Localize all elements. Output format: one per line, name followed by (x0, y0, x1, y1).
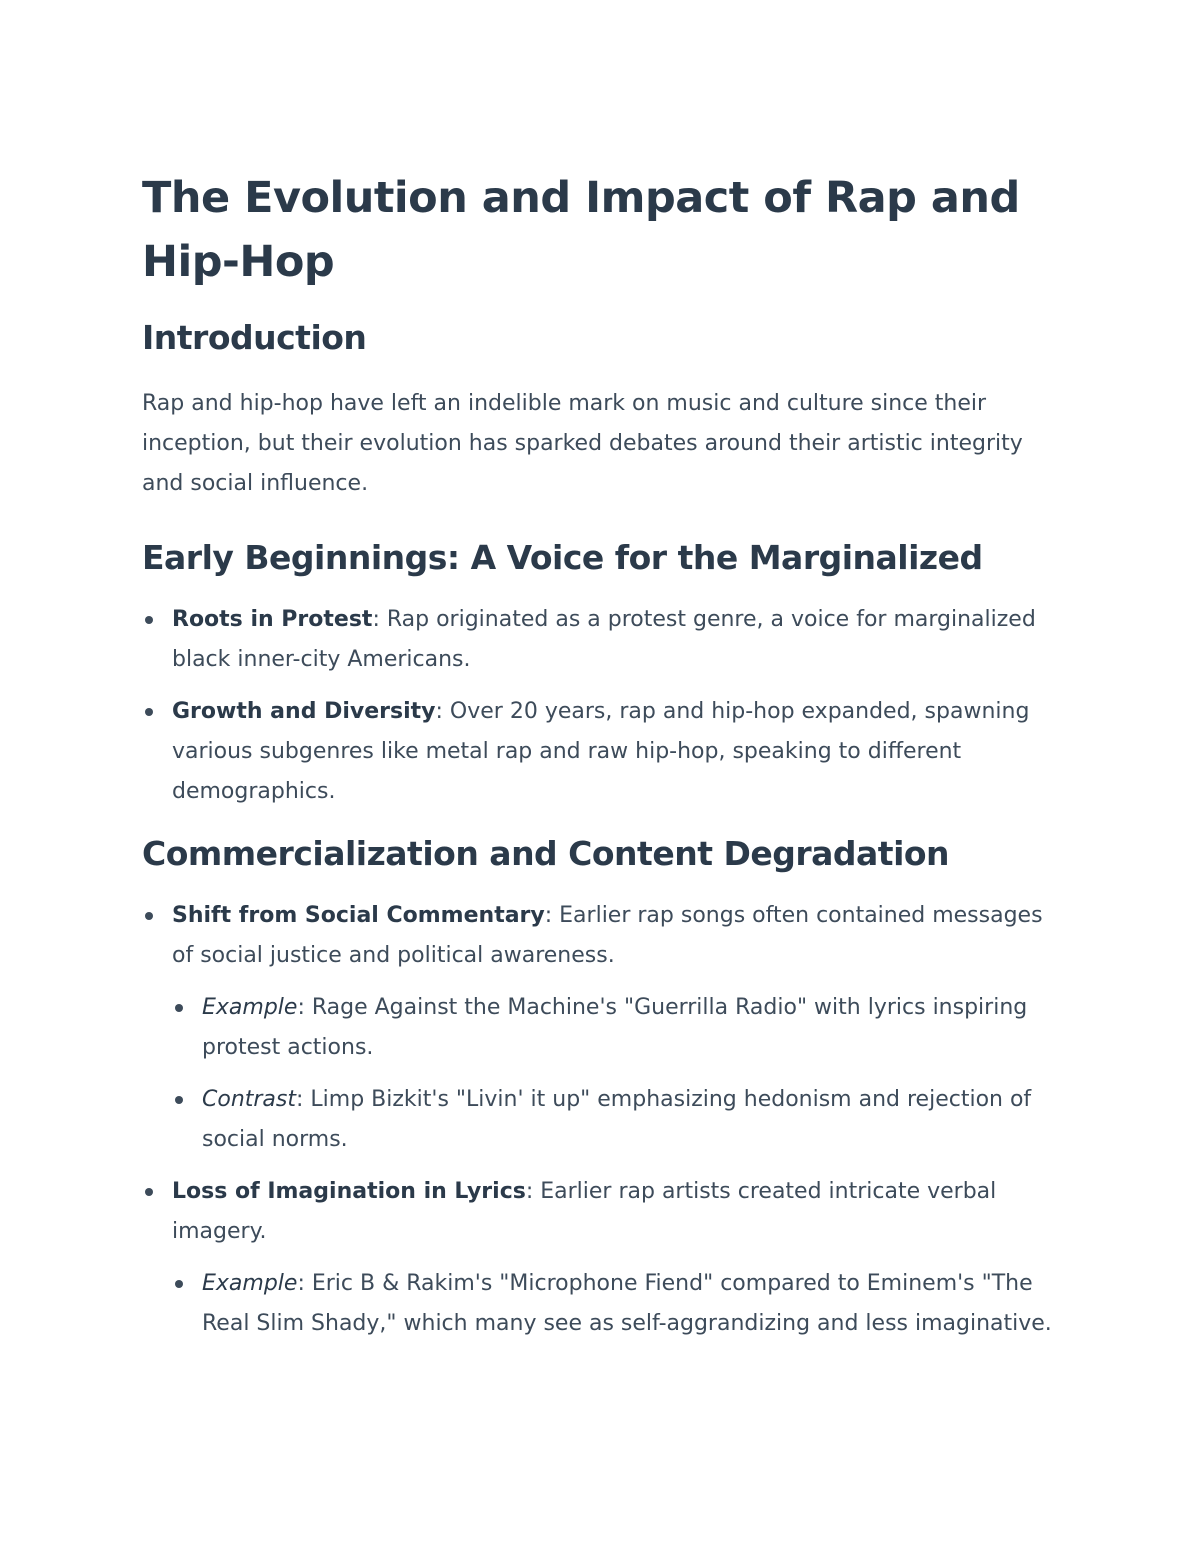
early-beginnings-list (142, 600, 1062, 812)
section-heading-early-beginnings: Early Beginnings: A Voice for the Marginalized (142, 538, 983, 577)
list-item-text: : Earlier rap artists created intricate verbal imagery. (172, 1179, 997, 1244)
list-item-text: : Over 20 years, rap and hip-hop expanded, spawning various subgenres like metal rap and raw hip-hop, speaking to different demographics. (172, 699, 1030, 804)
sub-list-item-text: : Eric B & Rakim's "Microphone Fiend" compared to Eminem's "The Real Slim Shady," which many see as self-aggrandizing and less imaginative. (202, 1271, 1052, 1336)
page-title: The Evolution and Impact of Rap and Hip-Hop (142, 173, 1020, 287)
sub-list-item-lead: Example (202, 1271, 298, 1296)
section-heading-introduction: Introduction (142, 318, 367, 357)
list-item-lead: Roots in Protest (172, 607, 373, 632)
sub-list-item-text: : Limp Bizkit's "Livin' it up" emphasizing hedonism and rejection of social norms. (202, 1087, 1032, 1152)
commercialization-list (142, 896, 1062, 1344)
list-item-lead: Loss of Imagination in Lyrics (172, 1179, 526, 1204)
sub-list-item (172, 1264, 1062, 1344)
sub-list-item (172, 1080, 1062, 1160)
section-heading-commercialization: Commercialization and Content Degradation (142, 834, 950, 873)
sub-list (172, 1264, 1062, 1344)
list-item-text: : Earlier rap songs often contained messages of social justice and political awareness. (172, 903, 1043, 968)
sub-list-item-lead: Contrast (202, 1087, 297, 1112)
list-item (142, 600, 1062, 680)
sub-list-item-lead: Example (202, 995, 298, 1020)
list-item (142, 896, 1062, 1160)
list-item-lead: Growth and Diversity (172, 699, 436, 724)
list-item-lead: Shift from Social Commentary (172, 903, 545, 928)
sub-list-item-text: : Rage Against the Machine's "Guerrilla Radio" with lyrics inspiring protest actions. (202, 995, 1028, 1060)
intro-paragraph: Rap and hip-hop have left an indelible mark on music and culture since their inception, but their evolution has sparked debates around their artistic integrity and social influence. (142, 391, 1023, 496)
list-item-text: : Rap originated as a protest genre, a voice for marginalized black inner-city Americans. (172, 607, 1036, 672)
sub-list (172, 988, 1062, 1160)
sub-list-item (172, 988, 1062, 1068)
list-item (142, 692, 1062, 812)
list-item (142, 1172, 1062, 1344)
document-page (142, 166, 1062, 1356)
